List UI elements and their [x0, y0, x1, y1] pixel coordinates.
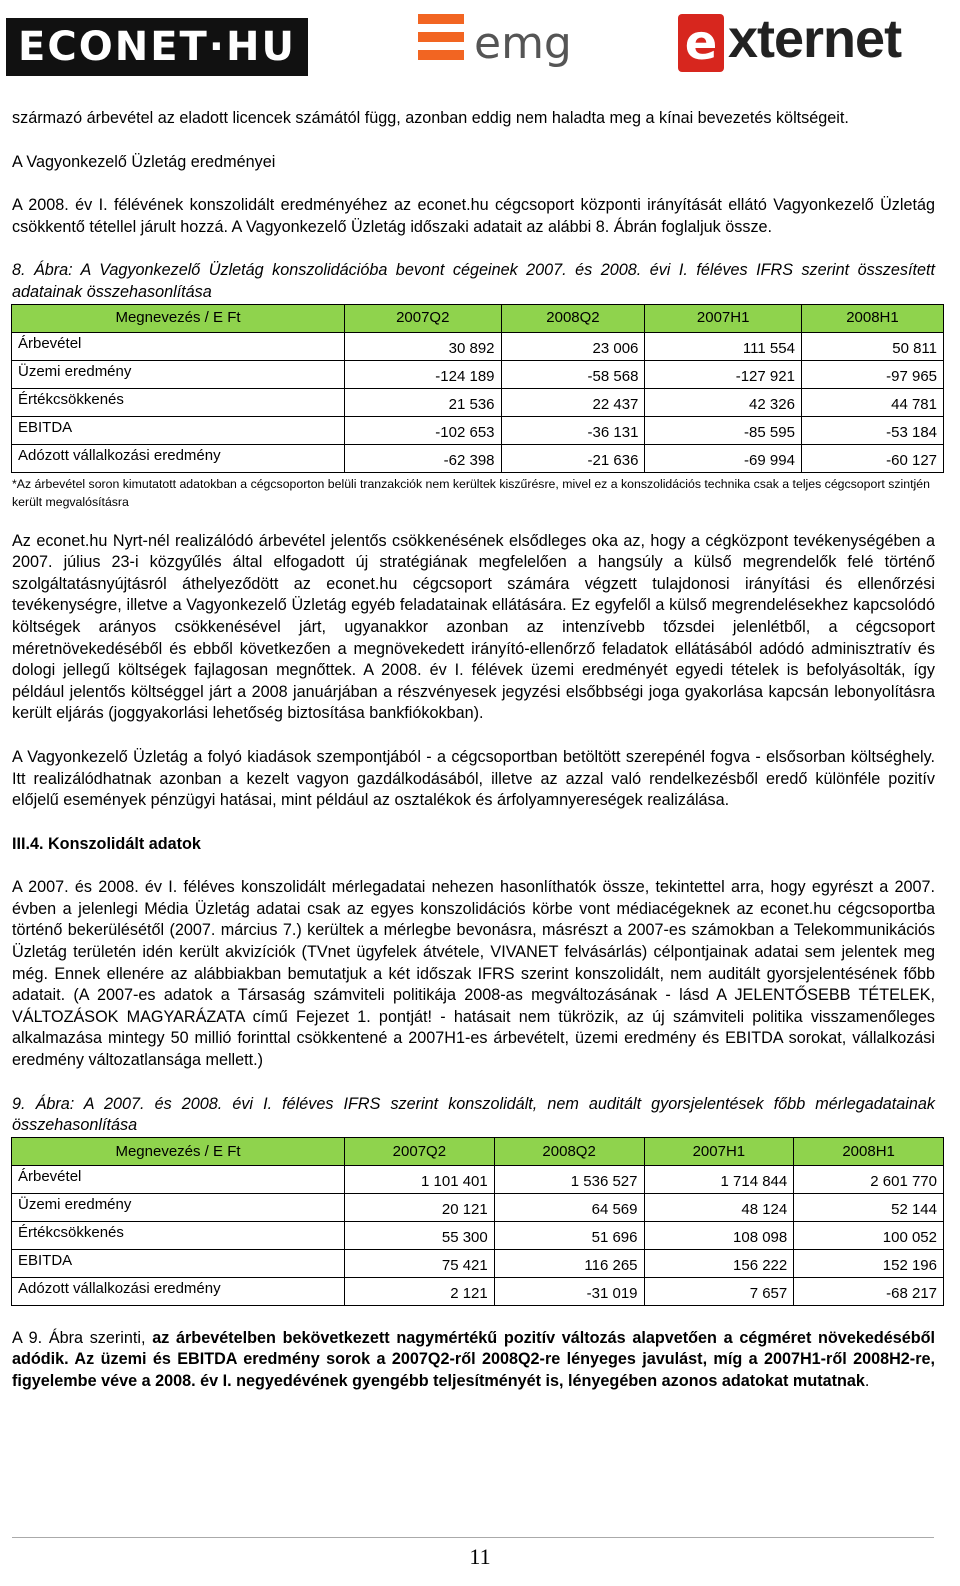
cell-value: -31 019 — [494, 1277, 644, 1305]
footer-divider — [12, 1537, 934, 1538]
cell-value: -85 595 — [645, 416, 802, 444]
cell-value: -68 217 — [794, 1277, 944, 1305]
externet-logo — [678, 8, 948, 78]
summary-text-start: A 9. Ábra szerinti, — [12, 1328, 153, 1347]
table-row — [12, 444, 944, 472]
cell-value: 44 781 — [801, 388, 943, 416]
cell-value: -127 921 — [645, 360, 802, 388]
cell-value: 55 300 — [345, 1221, 495, 1249]
table-header-row — [12, 1137, 944, 1165]
row-label: EBITDA — [12, 1249, 345, 1277]
column-header: 2008H1 — [794, 1137, 944, 1165]
table-row — [12, 1249, 944, 1277]
table-row — [12, 1277, 944, 1305]
row-label: Adózott vállalkozási eredmény — [12, 444, 345, 472]
table-row — [12, 332, 944, 360]
cell-value: 42 326 — [645, 388, 802, 416]
cell-value: 152 196 — [794, 1249, 944, 1277]
table-row — [12, 360, 944, 388]
paragraph-arbevetel-csokkenes: Az econet.hu Nyrt-nél realizálódó árbevétel jelentős csökkenésének elsődleges oka az, hogy a cégközpont tevékenységében a 2007. július 23-i közgyűlés által elfogadott új stratégiának megfelelően a hangsúly a külső megrendelők felé történő szolgáltatásnyújtásról áthelyeződött az econet.hu cégcsoport számára végzett tulajdonosi irányítási és ellenőrzési tevékenységre, illetve a Vagyonkezelő Üzletág egyéb feladatainak ellátására. Ez egyfelől a külső megrendelésekhez kapcsolódó költségek arányos csökkenésével járt, ugyanakkor azonban az intenzívebb tőzsdei jelenlétből, a cégcsoport méretnövekedéséből és ebből következően a megnövekedett irányító-ellenőrző feladatok ellátásából adódó adminisztratív és dologi jellegű költségek fajlagosan megnőttek. A 2008. év I. félévek üzemi eredményét egyedi tételek is befolyásolták, így például jelentős költséggel járt a 2008 januárjában a részvényesek jegyzési elsőbbségi joga gyakorlása kapcsán lebonyolításra került eljárás (joggyakorlási lehetőség biztosítása bankfiókokban). — [12, 531, 935, 723]
column-header: 2007H1 — [644, 1137, 794, 1165]
cell-value: -58 568 — [501, 360, 645, 388]
summary-text-end: . — [864, 1372, 870, 1390]
row-label: Árbevétel — [12, 1165, 345, 1193]
paragraph-konszolidalt: A 2007. és 2008. év I. féléves konszolidált mérlegadatai nehezen hasonlíthatók össze, tekintettel arra, hogy egyrészt a 2007. évben a jelenlegi Média Üzletág adatai csak az egyes konszolidációs körbe vont médiacégeknek az econet.hu cégcsoportba történő bekerülésétől (2007. március 7.) kerültek a mérlegbe bevonásra, másrészt a 2007-es számokban a Telekommunikációs Üzletág területén idén került akvizíciók (TVnet ügyfelek átvétele, VIVANET felvásárlás) célpontjainak adatai sem jelentek meg még. Ennek ellenére az alábbiakban bemutatjuk a két időszak IFRS szerint konszolidált, nem auditált gyorsjelentésének főbb adatait. (A 2007-es adatok a Társaság számviteli politikája 2008-as megváltozásának - lásd A JELENTŐSEBB TÉTELEK, VÁLTOZÁSOK MAGYARÁZATA című Fejezet 1. pontját! - hatásait nem tükrözik, az új számviteli politika visszamenőleges alkalmazása mintegy 50 millió forinttal csökkentené a 2007H1-es árbevételt, üzemi eredmény és EBITDA sorokat, vállalkozási eredmény változatlansága mellett.) — [12, 878, 935, 1070]
cell-value: 108 098 — [644, 1221, 794, 1249]
column-header: 2008Q2 — [494, 1137, 644, 1165]
column-header: 2008H1 — [801, 304, 943, 332]
cell-value: 1 714 844 — [644, 1165, 794, 1193]
cell-value: 2 121 — [345, 1277, 495, 1305]
column-header: 2008Q2 — [501, 304, 645, 332]
row-label: Adózott vállalkozási eredmény — [12, 1277, 345, 1305]
cell-value: -97 965 — [801, 360, 943, 388]
cell-value: -62 398 — [345, 444, 502, 472]
cell-value: 20 121 — [345, 1193, 495, 1221]
subheading-vagyonkezelo: A Vagyonkezelő Üzletág eredményei — [12, 152, 276, 171]
row-label: Értékcsökkenés — [12, 1221, 345, 1249]
cell-value: -124 189 — [345, 360, 502, 388]
summary-text-bold: az árbevételben bekövetkezett nagymértékű pozitív változás alapvetően a cégméret növekedéséből adódik. Az üzemi és EBITDA eredmény sorok a 2007Q2-ről 2008Q2-re lényeges javulást, míg a 2007H1-ről 2008H2-re, figyelembe véve a 2008. év I. negyedévének gyengébb teljesítményét is, lényegében azonos adatokat mutatnak — [12, 1328, 935, 1390]
econet-logo: ECONET·HU — [6, 18, 308, 76]
table-header-row — [12, 304, 944, 332]
paragraph-koltseghely: A Vagyonkezelő Üzletág a folyó kiadások szempontjából - a cégcsoportban betöltött szerepénél fogva - elsősorban költséghely. Itt realizálódhatnak azonban a kezelt vagyon gazdálkodásából, illetve az azzal való rendelkezésből eredő különféle pozitív előjelű események pénzügyi hatásai, mint például az osztalékok és árfolyamnyereségek realizálása. — [12, 747, 935, 810]
column-header: Megnevezés / E Ft — [12, 304, 345, 332]
column-header: 2007Q2 — [345, 304, 502, 332]
table-konszolidalt — [11, 1137, 944, 1306]
paragraph-vagyonkezelo-intro: A 2008. év I. félévének konszolidált eredményéhez az econet.hu cégcsoport központi irányítását ellátó Vagyonkezelő Üzletág csökkentő tétellel járult hozzá. A Vagyonkezelő Üzletág időszaki adatait az alábbi 8. Ábrán foglaljuk össze. — [12, 196, 935, 236]
row-label: Üzemi eredmény — [12, 360, 345, 388]
cell-value: 48 124 — [644, 1193, 794, 1221]
page-header — [0, 8, 960, 78]
column-header: 2007Q2 — [345, 1137, 495, 1165]
section-heading: III.4. Konszolidált adatok — [12, 834, 201, 853]
page-number: 11 — [469, 1544, 491, 1569]
cell-value: 7 657 — [644, 1277, 794, 1305]
cell-value: 100 052 — [794, 1221, 944, 1249]
cell-value: -53 184 — [801, 416, 943, 444]
table-row — [12, 1193, 944, 1221]
cell-value: -36 131 — [501, 416, 645, 444]
cell-value: 75 421 — [345, 1249, 495, 1277]
table-row — [12, 1165, 944, 1193]
cell-value: 2 601 770 — [794, 1165, 944, 1193]
externet-logo-e: e — [678, 14, 724, 72]
cell-value: 52 144 — [794, 1193, 944, 1221]
column-header: Megnevezés / E Ft — [12, 1137, 345, 1165]
row-label: EBITDA — [12, 416, 345, 444]
cell-value: 116 265 — [494, 1249, 644, 1277]
externet-logo-text: xternet — [728, 9, 902, 69]
cell-value: -69 994 — [645, 444, 802, 472]
cell-value: -102 653 — [345, 416, 502, 444]
column-header: 2007H1 — [645, 304, 802, 332]
table-row — [12, 388, 944, 416]
table-footnote: *Az árbevétel soron kimutatott adatokban a cégcsoporton belüli tranzakciók nem kerültek kiszűrésre, mivel ez a konszolidációs technika csak a teljes cégcsoport szintjén került megvalósításra — [12, 476, 930, 509]
figure-caption-9: 9. Ábra: A 2007. és 2008. évi I. féléves IFRS szerint konszolidált, nem auditált gyorsjelentések főbb mérlegadatainak összehasonlítása — [12, 1094, 935, 1135]
emg-logo — [418, 10, 578, 76]
cell-value: 64 569 — [494, 1193, 644, 1221]
row-label: Üzemi eredmény — [12, 1193, 345, 1221]
paragraph-licenc: származó árbevétel az eladott licencek számától függ, azonban eddig nem haladta meg a kínai bevezetés költségeit. — [12, 109, 849, 127]
row-label: Értékcsökkenés — [12, 388, 345, 416]
cell-value: 51 696 — [494, 1221, 644, 1249]
cell-value: 156 222 — [644, 1249, 794, 1277]
table-vagyonkezelo — [11, 304, 944, 473]
table-row — [12, 1221, 944, 1249]
table-row — [12, 416, 944, 444]
figure-caption-8: 8. Ábra: A Vagyonkezelő Üzletág konszolidációba bevont cégeinek 2007. és 2008. évi I. féléves IFRS szerint összesített adatainak összehasonlítása — [12, 261, 935, 301]
cell-value: 21 536 — [345, 388, 502, 416]
cell-value: 1 101 401 — [345, 1165, 495, 1193]
emg-logo-text: emg — [474, 18, 572, 69]
cell-value: -21 636 — [501, 444, 645, 472]
document-body — [12, 108, 935, 1393]
cell-value: -60 127 — [801, 444, 943, 472]
cell-value: 111 554 — [645, 332, 802, 360]
cell-value: 1 536 527 — [494, 1165, 644, 1193]
row-label: Árbevétel — [12, 332, 345, 360]
cell-value: 23 006 — [501, 332, 645, 360]
cell-value: 30 892 — [345, 332, 502, 360]
paragraph-summary — [12, 1328, 935, 1393]
cell-value: 50 811 — [801, 332, 943, 360]
cell-value: 22 437 — [501, 388, 645, 416]
emg-logo-bars — [418, 14, 464, 68]
